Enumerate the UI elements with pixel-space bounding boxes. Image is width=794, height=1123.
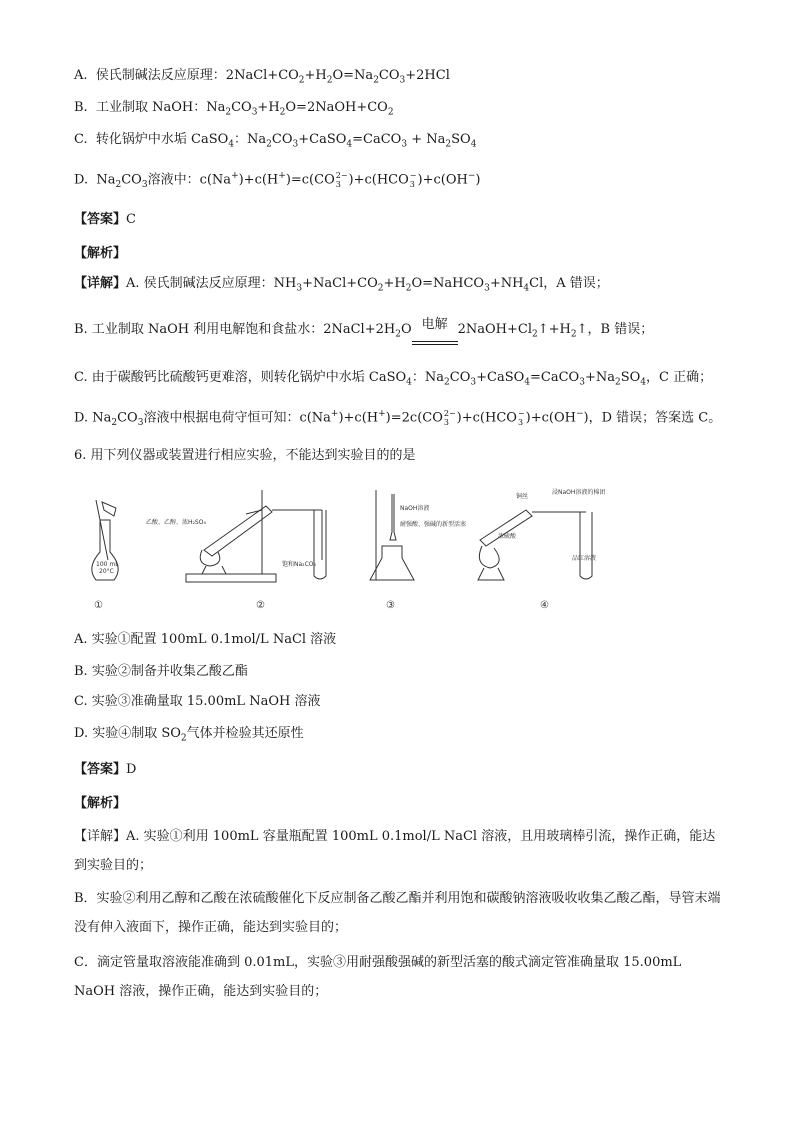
q5-analysis-heading: 【解析】: [74, 246, 127, 261]
q5-analysis-b: B. 工业制取 NaOH 利用电解饱和食盐水：$2NaCl+2H_2O$ 电解 $2NaOH+Cl_2↑+H_2↑$，B 错误；: [74, 320, 653, 345]
figure-label-4: ④: [540, 600, 549, 611]
q5-analysis-d: D. $Na_2CO_3$溶液中根据电荷守恒可知：c(Na+)+c(H+)=2c(CO 2− 3 )+c(HCO − 3 )+c(OH−)，D 错误；答案选 C。: [74, 408, 722, 428]
q6-analysis-p2: B．实验②利用乙醇和乙酸在浓硫酸催化下反应制备乙酸乙酯并利用饱和碳酸钠溶液吸收收集乙酸乙酯，导管末端没有伸入液面下，操作正确，能达到实验目的；: [74, 891, 721, 935]
svg-text:乙酸、乙醇、浓H₂SO₄: 乙酸、乙醇、浓H₂SO₄: [146, 519, 206, 526]
q6-option-b: B. 实验②制备并收集乙酸乙酯: [74, 664, 248, 679]
burette-apparatus: [370, 490, 466, 580]
q5-option-b: B. 工业制取 NaOH：$Na_2CO_3+H_2O=2NaOH+CO_2$: [74, 100, 394, 118]
q6-analysis-p3: C．滴定管量取溶液能准确到 0.01mL，实验③用耐强酸强碱的新型活塞的酸式滴定管准确量取 15.00mL NaOH 溶液，操作正确，能达到实验目的；: [74, 955, 682, 999]
ester-apparatus: [146, 490, 326, 582]
q5-analysis-c: C. 由于碳酸钙比硫酸钙更难溶，则转化锅炉中水垢 CaSO$_4$：$Na_2CO_3+CaSO_4=CaCO_3+Na_2SO_4$，C 正确；: [74, 370, 713, 388]
svg-text:浸NaOH溶液的棉团: 浸NaOH溶液的棉团: [552, 489, 606, 496]
svg-text:品红溶液: 品红溶液: [572, 555, 597, 562]
svg-text:20°C: 20°C: [99, 568, 114, 575]
apparatus-figure: [86, 480, 606, 620]
figure-label-1: ①: [94, 600, 103, 611]
q6-stem: 6. 用下列仪器或装置进行相应实验，不能达到实验目的的是: [74, 448, 416, 463]
svg-text:NaOH溶液: NaOH溶液: [400, 505, 430, 512]
q5-answer: 【答案】C: [74, 212, 136, 227]
q6-option-a: A. 实验①配置 100mL 0.1mol/L NaCl 溶液: [74, 632, 337, 647]
q6-option-d: D. 实验④制取 $SO_2$气体并检验其还原性: [74, 726, 304, 744]
q5-analysis-a: 【详解】A. 侯氏制碱法反应原理：$NH_3+NaCl+CO_2+H_2O=NaHCO_3+NH_4Cl$，A 错误；: [74, 276, 609, 294]
so2-apparatus: [478, 488, 605, 580]
figure-label-2: ②: [256, 600, 265, 611]
q6-answer: 【答案】D: [74, 762, 137, 777]
volumetric-flask: [92, 500, 119, 580]
q5-option-a: A. 侯氏制碱法反应原理：$2NaCl+CO_2+H_2O=Na_2CO_3+2HCl$: [74, 68, 450, 86]
svg-text:铜丝: 铜丝: [516, 493, 529, 500]
q5-option-c: C. 转化锅炉中水垢 CaSO$_4$：$Na_2CO_3+CaSO_4=CaCO_3 + Na_2SO_4$: [74, 132, 477, 150]
svg-text:耐强酸、强碱的新型活塞: 耐强酸、强碱的新型活塞: [400, 521, 467, 528]
electrolysis-arrow: 电解: [412, 331, 458, 345]
svg-text:浓硫酸: 浓硫酸: [498, 533, 517, 540]
q5-option-d: D. $Na_2CO_3$溶液中：c(Na+)+c(H+)=c(CO 2− 3 )+c(HCO − 3 )+c(OH−): [74, 170, 481, 190]
svg-text:100 mL: 100 mL: [96, 561, 119, 568]
q6-option-c: C. 实验③准确量取 15.00mL NaOH 溶液: [74, 694, 321, 709]
svg-text:饱和Na₂CO₃: 饱和Na₂CO₃: [282, 561, 316, 568]
figure-label-3: ③: [386, 600, 395, 611]
q6-analysis-p1: 【详解】A. 实验①利用 100mL 容量瓶配置 100mL 0.1mol/L NaCl 溶液，且用玻璃棒引流，操作正确，能达到实验目的；: [74, 829, 716, 873]
q6-analysis-heading: 【解析】: [74, 796, 127, 811]
